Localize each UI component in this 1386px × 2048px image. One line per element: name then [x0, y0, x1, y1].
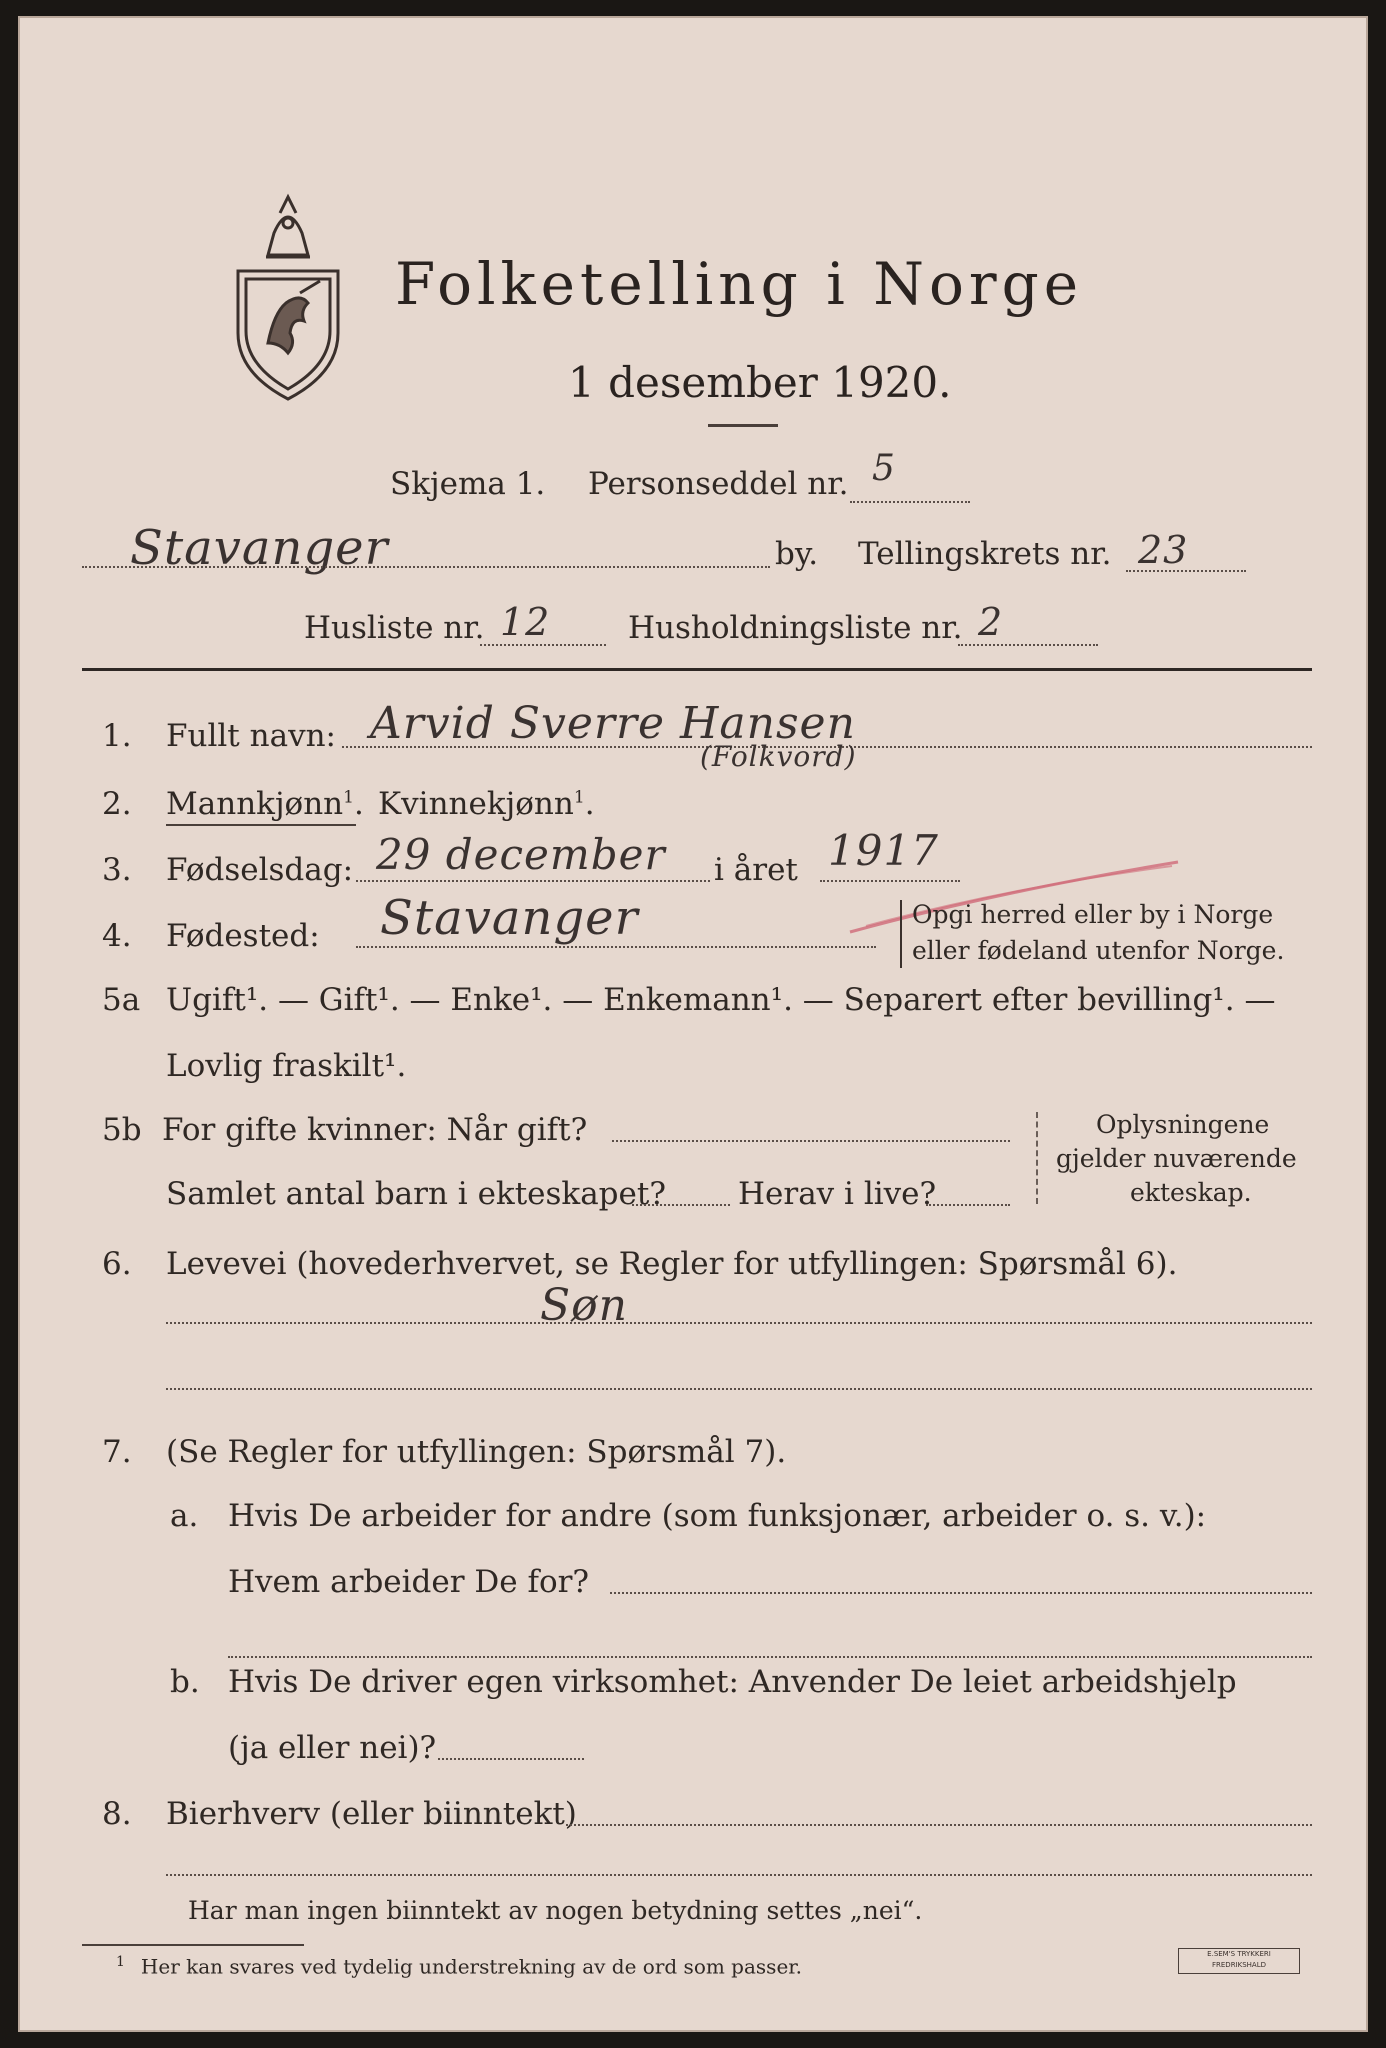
q7-number: 7.	[102, 1434, 132, 1470]
husliste-label: Husliste nr.	[304, 610, 485, 646]
birth-year-value[interactable]: 1917	[828, 826, 939, 875]
marriage-note-line3: ekteskap.	[1130, 1178, 1252, 1207]
birthplace-note-line1: Opgi herred eller by i Norge	[912, 900, 1274, 929]
form-title: Folketelling i Norge	[395, 250, 1084, 318]
employer-label: Hvem arbeider De for?	[228, 1564, 590, 1600]
footnote-ref: 1	[573, 787, 585, 808]
occupation-line-1	[166, 1322, 1312, 1324]
husholdningsliste-label: Husholdningsliste nr.	[628, 610, 963, 646]
q3-number: 3.	[102, 852, 132, 888]
city-value[interactable]: Stavanger	[130, 520, 389, 576]
sex-option-male-label: Mannkjønn	[166, 786, 344, 822]
census-form	[18, 16, 1368, 2032]
q8-number: 8.	[102, 1796, 132, 1832]
q5b-number: 5b	[102, 1112, 142, 1148]
q7-label: (Se Regler for utfyllingen: Spørsmål 7).	[166, 1434, 787, 1470]
occupation-line-2	[166, 1388, 1312, 1390]
occupation-value[interactable]: Søn	[540, 1280, 628, 1331]
husliste-value[interactable]: 12	[500, 600, 551, 644]
birth-year-label: i året	[714, 852, 798, 888]
side-income-line	[566, 1824, 1312, 1826]
husholdningsliste-value[interactable]: 2	[978, 600, 1004, 644]
title-divider	[708, 424, 778, 427]
children-total-label: Samlet antal barn i ekteskapet?	[166, 1176, 666, 1212]
occupation-label: Levevei (hovederhvervet, se Regler for utfyllingen: Spørsmål 6).	[166, 1246, 1178, 1282]
sex-option-male[interactable]	[166, 786, 364, 822]
q7a-text: Hvis De arbeider for andre (som funksjonær, arbeider o. s. v.):	[228, 1498, 1207, 1534]
married-when-label: For gifte kvinner: Når gift?	[162, 1112, 588, 1148]
marital-status-options[interactable]: Ugift¹. — Gift¹. — Enke¹. — Enkemann¹. — Separert efter bevilling¹. —	[166, 982, 1276, 1018]
q5a-number: 5a	[102, 982, 141, 1018]
marriage-note-divider	[1036, 1112, 1038, 1204]
birthplace-bracket	[900, 900, 908, 968]
side-income-line-2	[166, 1874, 1312, 1876]
q1-number: 1.	[102, 718, 132, 754]
printer-stamp	[1178, 1948, 1300, 1974]
sex-option-female[interactable]	[378, 786, 595, 822]
marriage-note-line2: gjelder nuværende	[1056, 1144, 1297, 1173]
hired-help-line	[438, 1758, 584, 1760]
personseddel-value[interactable]: 5	[872, 448, 896, 489]
children-alive-label: Herav i live?	[738, 1176, 937, 1212]
husliste-line	[480, 644, 606, 646]
q2-number: 2.	[102, 786, 132, 822]
full-name-label: Fullt navn:	[166, 718, 336, 754]
tellingskrets-value[interactable]: 23	[1138, 528, 1189, 572]
hired-help-label: (ja eller nei)?	[228, 1730, 437, 1766]
footnote-ref: 1	[343, 787, 354, 808]
skjema-label: Skjema 1.	[390, 466, 546, 502]
q6-number: 6.	[102, 1246, 132, 1282]
birthplace-value[interactable]: Stavanger	[380, 890, 639, 946]
sex-separator: .	[584, 786, 595, 822]
married-when-line	[612, 1140, 1010, 1142]
by-label: by.	[775, 536, 819, 572]
footnote-text: Her kan svares ved tydelig understrekning av de ord som passer.	[140, 1954, 802, 1979]
birthplace-line	[356, 946, 876, 948]
marital-status-divorced[interactable]: Lovlig fraskilt¹.	[166, 1048, 407, 1084]
sex-option-female-label: Kvinnekjønn	[378, 786, 574, 822]
full-name-note[interactable]: (Folkvord)	[700, 740, 857, 773]
children-alive-line	[926, 1204, 1010, 1206]
printer-stamp-line2: FREDRIKSHALD	[1211, 1961, 1266, 1969]
employer-line-2	[228, 1656, 1312, 1658]
birthplace-note-line2: eller fødeland utenfor Norge.	[912, 936, 1285, 965]
printer-stamp-line1: E.SEM'S TRYKKERI	[1207, 1950, 1271, 1958]
personseddel-line	[850, 501, 970, 503]
q7b-text: Hvis De driver egen virksomhet: Anvender De leiet arbeidshjelp	[228, 1664, 1237, 1700]
census-date: 1 desember 1920.	[568, 358, 952, 407]
birthdate-line	[356, 880, 710, 882]
side-income-label: Bierhverv (eller biinntekt)	[166, 1796, 577, 1832]
birthdate-label: Fødselsdag:	[166, 852, 354, 888]
personseddel-label: Personseddel nr.	[588, 466, 849, 502]
birthplace-label: Fødested:	[166, 918, 320, 954]
q4-number: 4.	[102, 918, 132, 954]
q7b-letter: b.	[170, 1664, 200, 1700]
footnote-separator	[82, 1944, 304, 1946]
male-underline	[166, 824, 356, 826]
husholdningsliste-line	[958, 644, 1098, 646]
tellingskrets-label: Tellingskrets nr.	[858, 536, 1112, 572]
birthdate-day-value[interactable]: 29 december	[376, 830, 666, 879]
sex-separator: .	[354, 786, 364, 822]
q7a-letter: a.	[170, 1498, 199, 1534]
side-income-note: Har man ingen biinntekt av nogen betydning settes „nei“.	[188, 1896, 923, 1925]
city-line	[82, 566, 770, 568]
full-name-value[interactable]: Arvid Sverre Hansen	[370, 698, 856, 749]
footnote-mark: 1	[116, 1954, 125, 1970]
marriage-note-line1: Oplysningene	[1096, 1110, 1270, 1139]
coat-of-arms-icon	[230, 193, 346, 403]
employer-line	[610, 1592, 1312, 1594]
header-separator	[82, 668, 1312, 671]
footnote	[116, 1954, 802, 1979]
children-total-line	[632, 1204, 730, 1206]
